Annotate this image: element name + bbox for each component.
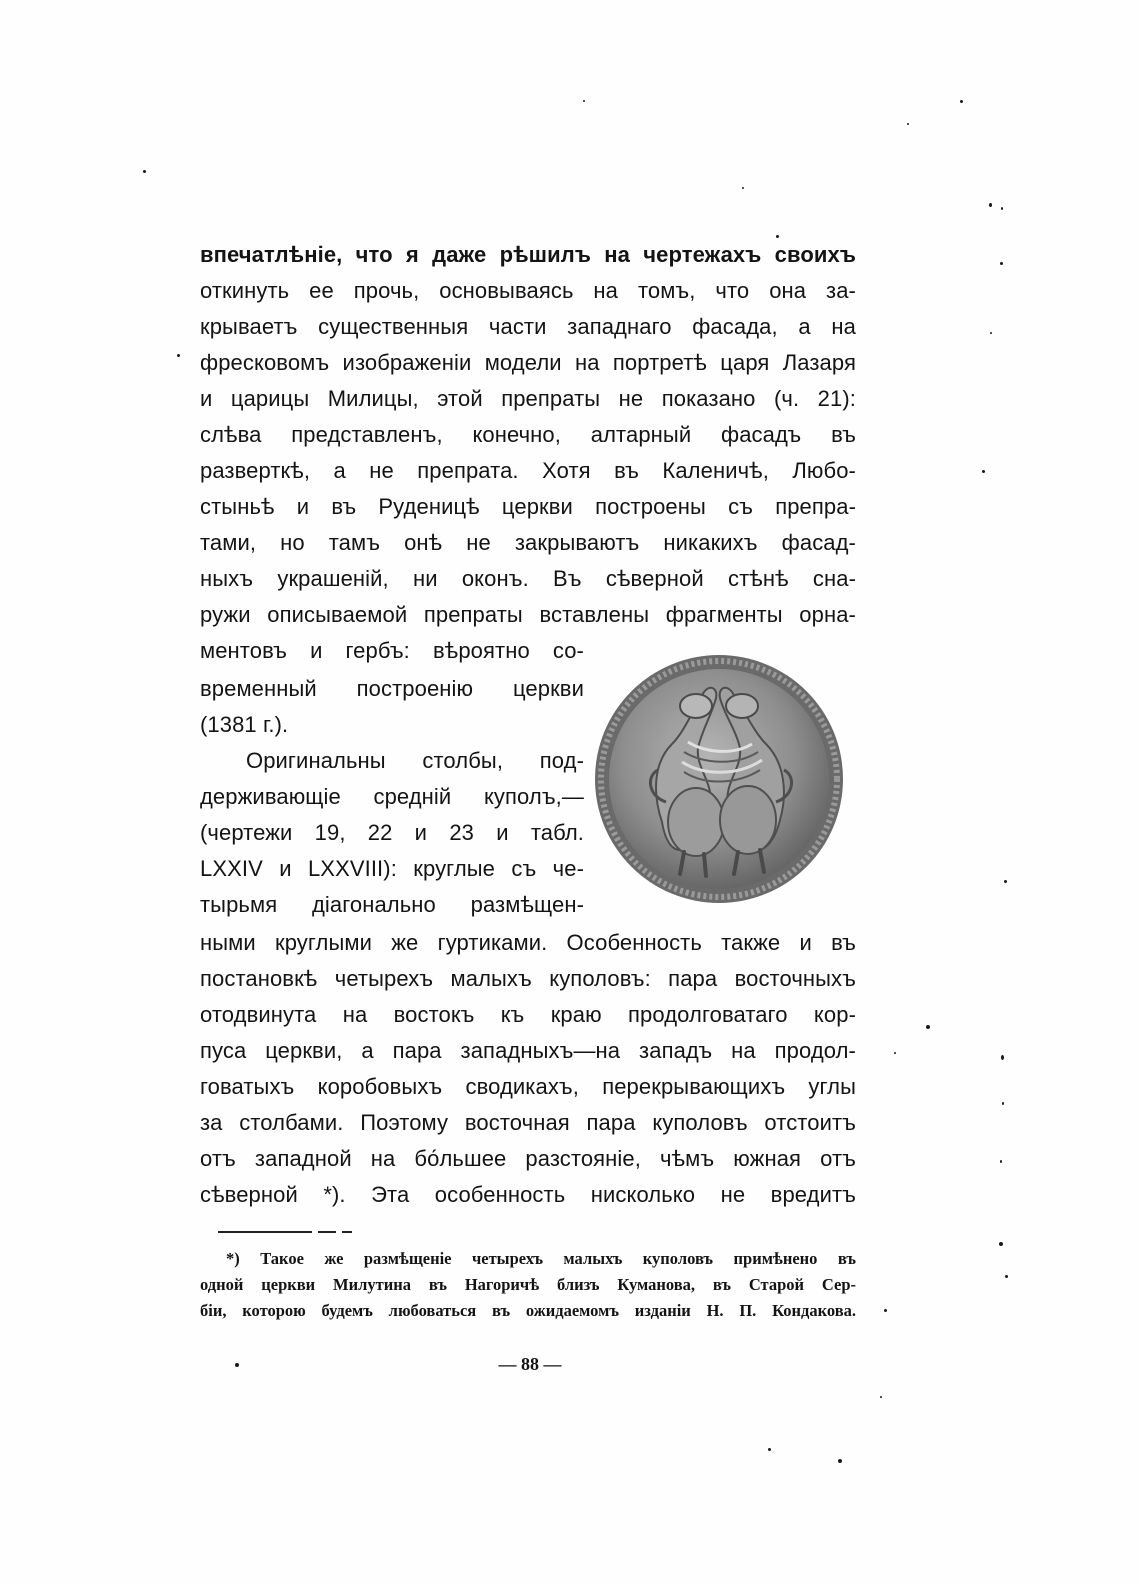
body-line: постановкѣ четырехъ малыхъ куполовъ: пара восточныхъ [200, 966, 856, 991]
scan-speck [1005, 1275, 1008, 1278]
scan-speck [1000, 1160, 1002, 1163]
body-line: стыньѣ и въ Руденицѣ церкви построены съ препра- [200, 494, 856, 519]
body-line: сѣверной *). Эта особенность нисколько не вредитъ [200, 1182, 856, 1207]
scan-speck [926, 1025, 930, 1029]
body-line: крываетъ существенныя части западнаго фасада, а на [200, 314, 856, 339]
scan-speck [742, 187, 744, 189]
wrap-line: тырьмя діагонально размѣщен- [200, 892, 584, 917]
scan-speck [907, 123, 909, 125]
left-beast-head [680, 694, 712, 718]
wrap-line: держивающіе средній куполъ,— [200, 784, 584, 809]
scan-speck [999, 1242, 1003, 1246]
footnote-line: біи, которою будемъ любоваться въ ожидаемомъ изданіи Н. П. Кондакова. [200, 1301, 856, 1320]
scan-speck [982, 470, 985, 473]
right-beast-body [720, 786, 776, 854]
wrap-line: (чертежи 19, 22 и 23 и табл. [200, 820, 584, 845]
scan-speck [235, 1363, 239, 1367]
footnote-rule-dash [342, 1231, 352, 1233]
body-line: и царицы Милицы, этой препраты не показано (ч. 21): [200, 386, 856, 411]
medallion-field [609, 669, 829, 889]
scan-speck [1004, 880, 1007, 883]
body-line: ружи описываемой препраты вставлены фрагменты орна- [200, 602, 856, 627]
body-line: за столбами. Поэтому восточная пара куполовъ отстоитъ [200, 1110, 856, 1135]
footnote-rule-dash [318, 1231, 336, 1233]
relief-medallion [592, 652, 846, 906]
body-line: говатыхъ коробовыхъ сводикахъ, перекрывающихъ углы [200, 1074, 856, 1099]
scan-speck [989, 203, 992, 207]
scan-speck [960, 100, 963, 103]
scan-speck [768, 1448, 771, 1451]
scan-speck [894, 1052, 896, 1054]
scan-speck [1000, 262, 1003, 265]
scan-speck [884, 1309, 887, 1312]
body-line: фресковомъ изображеніи модели на портретѣ царя Лазаря [200, 350, 856, 375]
footnote-rule [218, 1231, 312, 1233]
scan-speck [1002, 1102, 1004, 1105]
body-line: слѣва представленъ, конечно, алтарный фасадъ въ [200, 422, 856, 447]
body-line: разверткѣ, а не препрата. Хотя въ Каленичѣ, Любо- [200, 458, 856, 483]
footnote-line: *) Такое же размѣщеніе четырехъ малыхъ куполовъ примѣнено въ [226, 1249, 856, 1268]
body-line: ныхъ украшеній, ни оконъ. Въ сѣверной стѣнѣ сна- [200, 566, 856, 591]
page-number: — 88 — [498, 1354, 562, 1374]
wrap-line: ментовъ и гербъ: вѣроятно со- [200, 638, 584, 663]
body-line: отъ западной на бо́льшее разстояніе, чѣмъ южная отъ [200, 1146, 856, 1171]
left-beast-body [668, 788, 724, 856]
scan-speck [838, 1459, 842, 1463]
body-line: откинуть ее прочь, основываясь на томъ, что она за- [200, 278, 856, 303]
body-line: отодвинута на востокъ къ краю продолговатаго кор- [200, 1002, 856, 1027]
wrap-line: LXXIV и LXXVIII): круглые съ че- [200, 856, 584, 881]
body-line: ными круглыми же гуртиками. Особенность также и въ [200, 930, 856, 955]
right-beast-head [726, 694, 758, 718]
wrap-line: Оригинальны столбы, под- [246, 748, 584, 773]
wrap-line: временный построенію церкви [200, 676, 584, 701]
scan-speck [583, 100, 585, 102]
scan-speck [880, 1396, 882, 1398]
wrap-line: (1381 г.). [200, 712, 289, 737]
body-line: впечатлѣніе, что я даже рѣшилъ на чертежахъ своихъ [200, 242, 856, 267]
scan-speck [990, 332, 992, 334]
scan-speck [1001, 207, 1003, 210]
body-line: пуса церкви, а пара западныхъ—на западъ на продол- [200, 1038, 856, 1063]
footnote-line: одной церкви Милутина въ Нагоричѣ близъ Куманова, въ Старой Сер- [200, 1275, 856, 1294]
scan-speck [1001, 1055, 1004, 1060]
body-line: тами, но тамъ онѣ не закрываютъ никакихъ фасад- [200, 530, 856, 555]
scan-speck [143, 170, 146, 173]
circular-relief-icon [592, 652, 846, 906]
scan-speck [177, 354, 180, 357]
